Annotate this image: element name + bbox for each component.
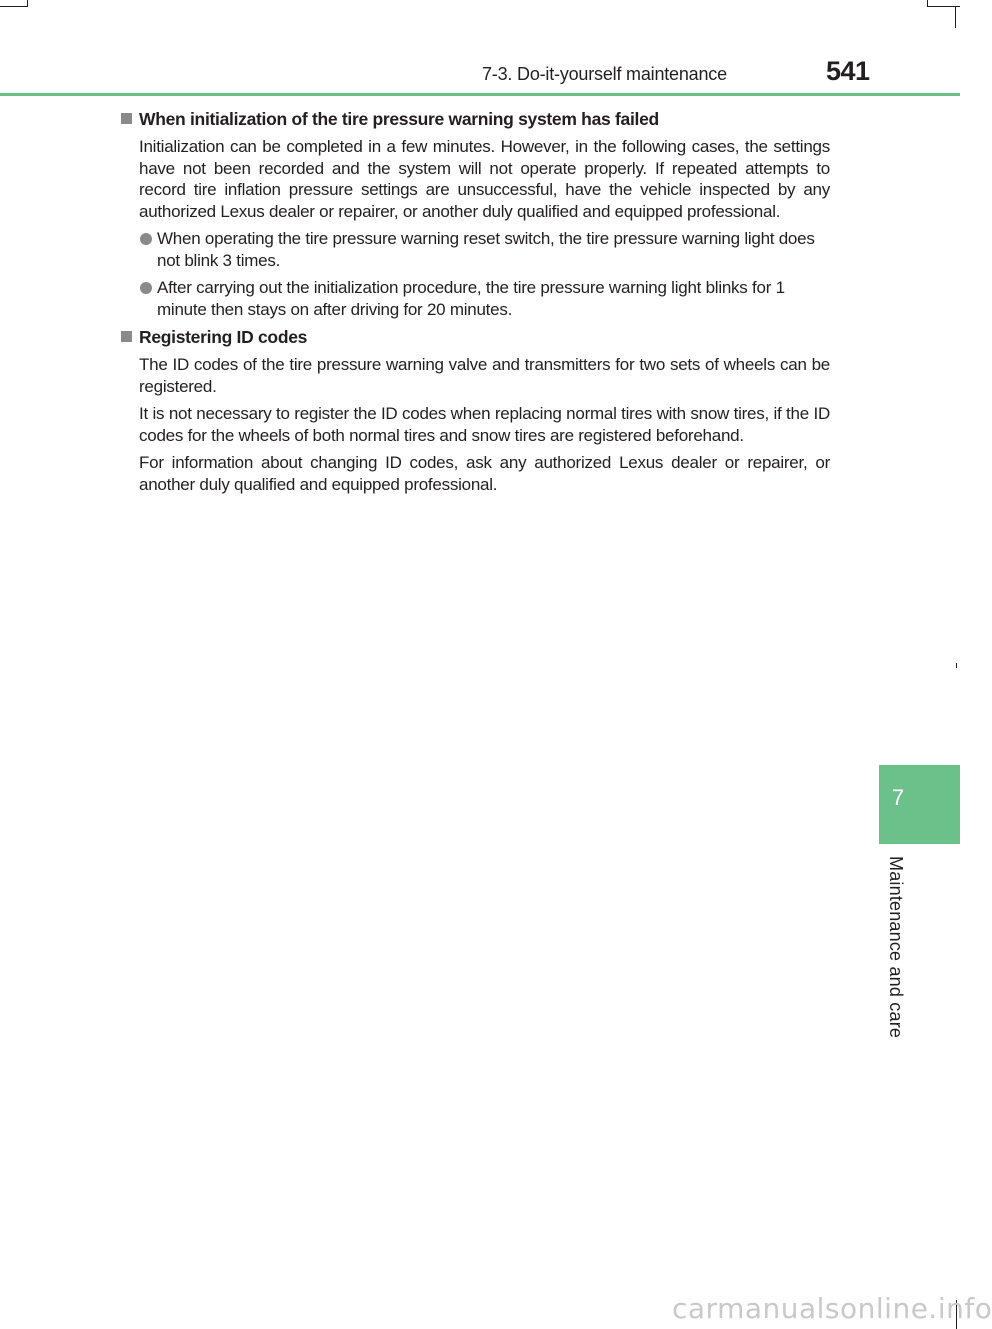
crop-mark — [955, 6, 956, 28]
list-item-text: After carrying out the initialization procedure, the tire pressure warning light blinks for 1 minute then stays on after driving for 20 minutes. — [157, 278, 785, 319]
crop-mark — [0, 6, 28, 7]
circle-bullet-icon — [140, 233, 152, 245]
list-item — [139, 228, 836, 271]
circle-bullet-icon — [140, 282, 152, 294]
square-bullet-icon — [121, 331, 132, 342]
paragraph: For information about changing ID codes, ask any authorized Lexus dealer or repairer, or another duly qualified and equipped professional. — [139, 453, 830, 494]
list-item — [139, 277, 836, 320]
heading-text: Registering ID codes — [139, 327, 308, 347]
crop-mark — [956, 663, 957, 668]
header-rule — [0, 93, 960, 96]
chapter-number: 7 — [891, 785, 905, 810]
chapter-tab — [879, 765, 960, 844]
square-bullet-icon — [121, 113, 132, 124]
page-number: 541 — [826, 56, 870, 86]
page-header — [0, 56, 960, 96]
watermark: carmanualsonline.info — [672, 1292, 992, 1325]
section-heading — [120, 326, 836, 348]
paragraph: The ID codes of the tire pressure warning valve and transmitters for two sets of wheels can be registered. — [139, 355, 830, 396]
section-heading — [120, 108, 836, 130]
paragraph: It is not necessary to register the ID codes when replacing normal tires with snow tires, if the ID codes for the wheels of both normal tires and snow tires are registered beforehand. — [139, 404, 830, 445]
section-title: 7-3. Do-it-yourself maintenance — [482, 64, 727, 84]
list-item-text: When operating the tire pressure warning reset switch, the tire pressure warning light does not blink 3 times. — [157, 229, 815, 270]
main-content — [120, 108, 836, 501]
heading-text: When initialization of the tire pressure warning system has failed — [139, 109, 659, 129]
chapter-label: Maintenance and care — [886, 856, 906, 1039]
paragraph: Initialization can be completed in a few minutes. However, in the following cases, the settings have not been recorded and the system will not operate properly. If repeated attempts to record tire inflation pressure settings are unsuccessful, have the vehicle inspected by any authorized Lexus dealer or repairer, or another duly qualified and equipped professional. — [139, 137, 830, 221]
